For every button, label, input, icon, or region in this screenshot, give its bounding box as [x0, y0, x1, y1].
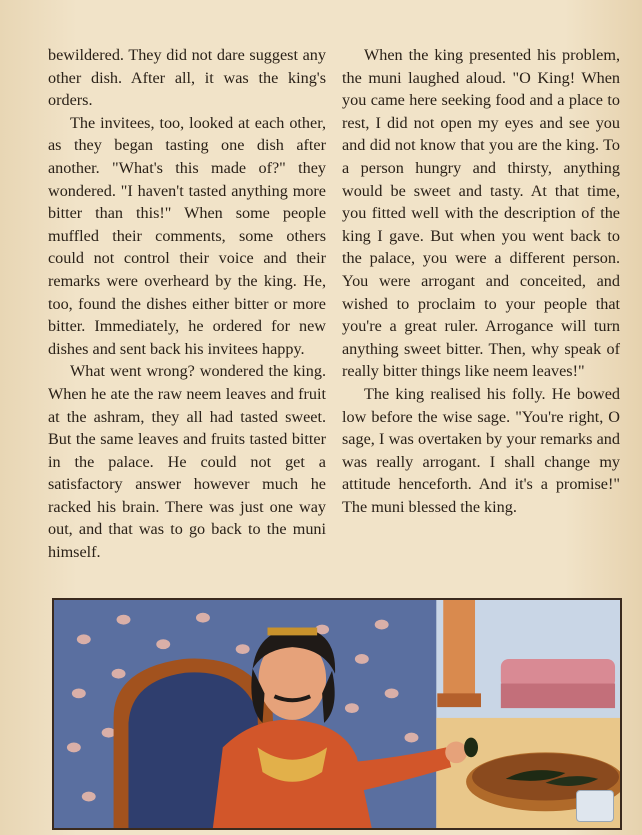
- story-illustration: [52, 598, 622, 830]
- king-illustration-image: [54, 600, 620, 828]
- publisher-logo-icon: [576, 790, 614, 822]
- text-column-left: [48, 44, 326, 564]
- crown-band: [267, 628, 317, 636]
- pillar: [443, 600, 475, 698]
- paragraph: bewildered. They did not dare suggest any other dish. After all, it was the king's orders.: [48, 46, 326, 110]
- paragraph: What went wrong? wondered the king. When he ate the raw neem leaves and fruit at the ashram, they all had tasted sweet. But the same leaves and fruits tasted bitter in the palace. He could not get a satisfactory answer however much he racked his brain. There was just one way out, and that was to go back to the muni himself.: [48, 362, 326, 562]
- paragraph: The invitees, too, looked at each other, as they began tasting one dish after another. "What's this made of?" they wondered. "I haven't tasted anything more bitter than this!" When some people muffled their comments, some others could not control their voice and their remarks were overheard by the king. He, too, found the dishes either bitter or more bitter. Immediately, he ordered for new dishes and sent back his invitees happy.: [48, 113, 326, 358]
- paragraph: When the king presented his problem, the muni laughed aloud. "O King! When you came here seeking food and a place to rest, I did not open my eyes and see you and did not know that you are the king. To a person hungry and thirsty, anything would be sweet and tasty. At that time, you fitted well with the description of the king I gave. But when you went back to the palace, you were a different person. You were arrogant and conceited, and wished to proclaim to your people that you're a great ruler. Arrogance will turn anything sweet bitter. Then, why speak of really bitter things like neem leaves!": [342, 46, 620, 381]
- text-column-right: [342, 44, 620, 518]
- paragraph: The king realised his folly. He bowed low before the wise sage. "You're right, O sage, I was overtaken by your remarks and was really arrogant. I shall change my attitude henceforth. And it's a promise!" The muni blessed the king.: [342, 384, 620, 516]
- king-hand: [445, 742, 467, 764]
